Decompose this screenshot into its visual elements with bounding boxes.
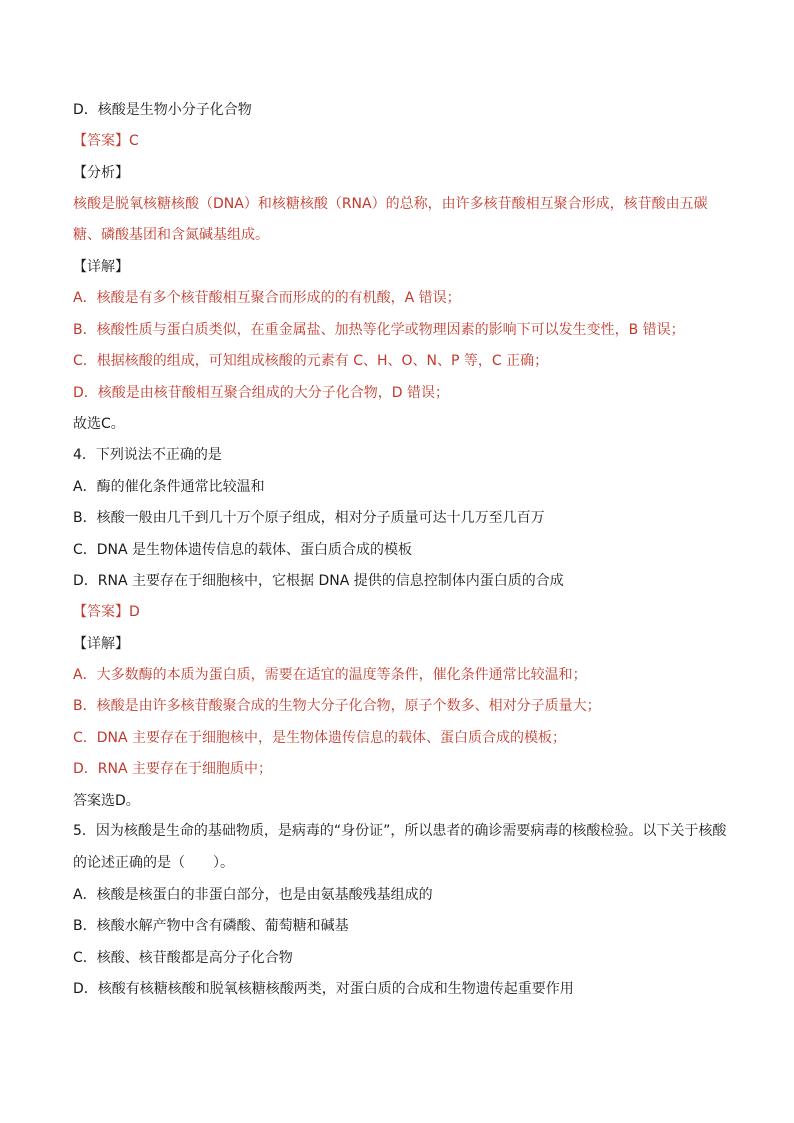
q5-stem: 5．因为核酸是生命的基础物质，是病毒的“身份证”，所以患者的确诊需要病毒的核酸检验。以下关于核酸的论述正确的是（ ）。: [73, 823, 727, 871]
q4-detail-label: 【详解】: [73, 635, 129, 652]
q5-option-a: A．核酸是核蛋白的非蛋白部分，也是由氨基酸残基组成的: [73, 886, 433, 903]
q4-conclusion: 答案选D。: [73, 792, 140, 809]
q4-detail-a: A．大多数酶的本质为蛋白质，需要在适宜的温度等条件，催化条件通常比较温和；: [73, 667, 587, 684]
q5-option-d: D．核酸有核糖核酸和脱氧核糖核酸两类，对蛋白质的合成和生物遗传起重要作用: [73, 981, 574, 997]
q5-option-b: B．核酸水解产物中含有磷酸、葡萄糖和碱基: [73, 918, 349, 935]
q3-detail-d: D．核酸是由核苷酸相互聚合组成的大分子化合物，D 错误；: [73, 384, 450, 401]
q4-option-c: C．DNA 是生物体遗传信息的载体、蛋白质合成的模板: [73, 541, 413, 558]
q4-option-a: A．酶的催化条件通常比较温和: [73, 478, 265, 495]
q3-option-d: D．核酸是生物小分子化合物: [73, 102, 252, 118]
q4-detail-c: C．DNA 主要存在于细胞核中，是生物体遗传信息的载体、蛋白质合成的模板；: [73, 729, 567, 746]
q3-detail-b: B．核酸性质与蛋白质类似，在重金属盐、加热等化学或物理因素的影响下可以发生变性，B 错误；: [73, 321, 685, 338]
q4-option-d: D．RNA 主要存在于细胞核中，它根据 DNA 提供的信息控制体内蛋白质的合成: [73, 572, 564, 589]
q4-detail-d: D．RNA 主要存在于细胞质中；: [73, 761, 273, 778]
q4-option-b: B．核酸一般由几千到几十万个原子组成，相对分子质量可达十几万至几百万: [73, 510, 545, 527]
q3-detail-a: A．核酸是有多个核苷酸相互聚合而形成的的有机酸，A 错误；: [73, 290, 461, 307]
q4-answer: 【答案】D: [73, 604, 140, 621]
q5-option-c: C．核酸、核苷酸都是高分子化合物: [73, 949, 293, 966]
q3-detail-label: 【详解】: [73, 258, 129, 275]
document-page: [73, 100, 733, 1010]
q4-detail-b: B．核酸是由许多核苷酸聚合成的生物大分子化合物，原子个数多、相对分子质量大；: [73, 698, 601, 715]
q3-answer: 【答案】C: [73, 133, 139, 150]
q3-conclusion: 故选C。: [73, 415, 125, 432]
q3-analysis-label: 【分析】: [73, 164, 129, 181]
q3-analysis-text: 核酸是脱氧核糖核酸（DNA）和核糖核酸（RNA）的总称，由许多核苷酸相互聚合形成，核苷酸由五碳糖、磷酸基团和含氮碱基组成。: [73, 195, 708, 243]
q3-detail-c: C．根据核酸的组成，可知组成核酸的元素有 C、H、O、N、P 等，C 正确；: [73, 353, 549, 370]
q4-stem: 4．下列说法不正确的是: [73, 447, 222, 464]
